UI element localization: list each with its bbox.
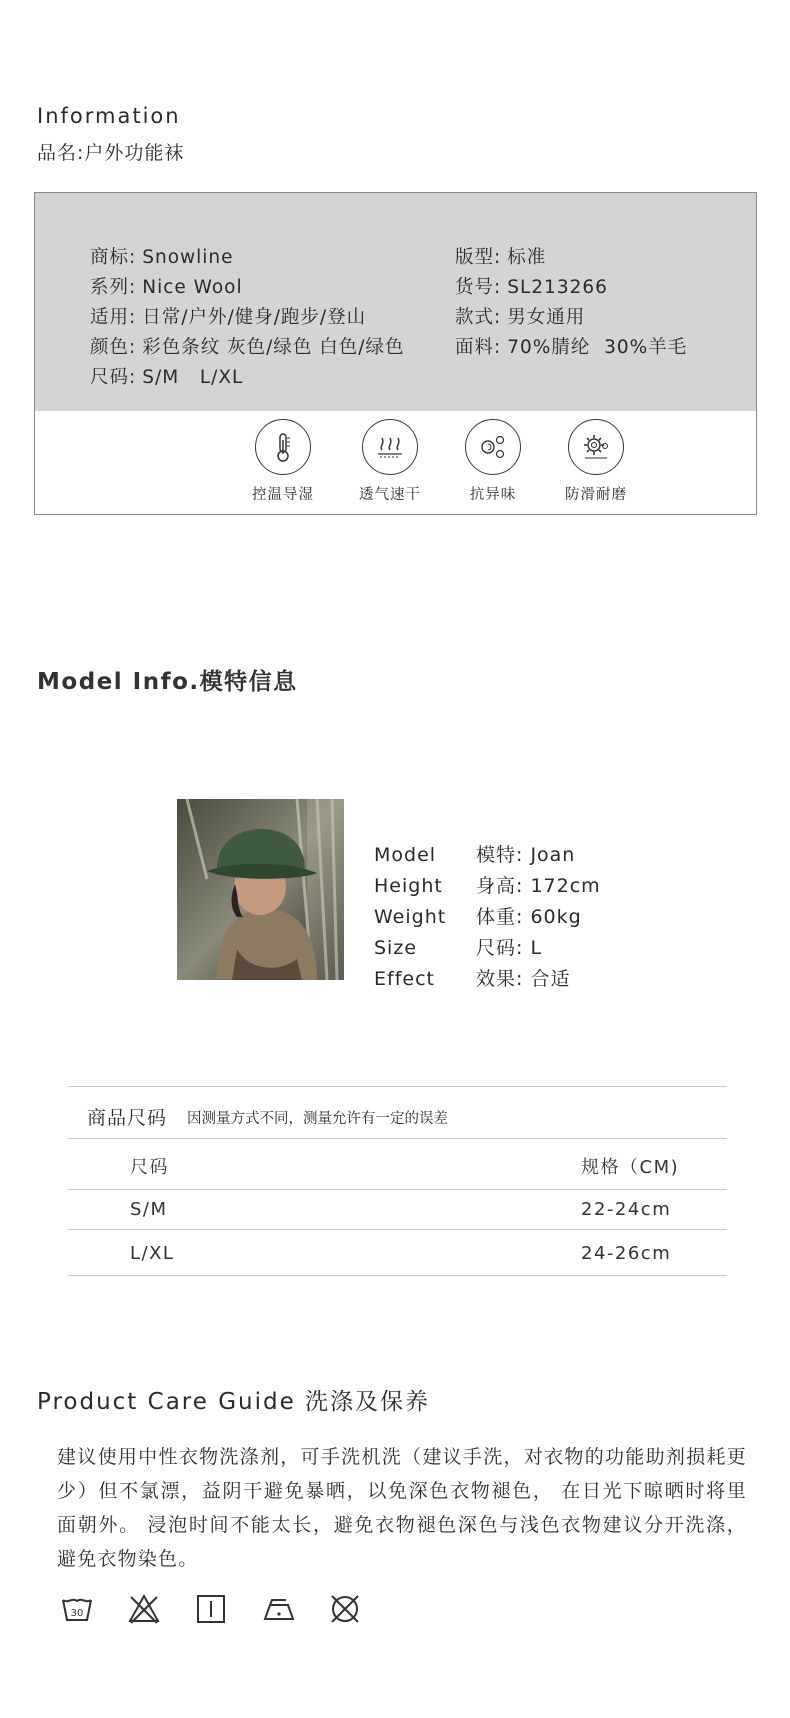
spec-grey-panel [35, 193, 756, 411]
spec-fabric: 面料: 70%腈纶 30%羊毛 [455, 337, 688, 358]
size-row-size: L/XL [130, 1243, 175, 1264]
model-row-effect: Effect 效果: 合适 [374, 968, 571, 990]
iron-low-icon [262, 1592, 296, 1626]
feature-anti-odor [438, 419, 548, 504]
info-title: Information [37, 104, 181, 128]
thermometer-icon [255, 419, 311, 475]
spec-color: 颜色: 彩色条纹 灰色/绿色 白色/绿色 [90, 337, 405, 358]
size-row-size: S/M [130, 1199, 168, 1220]
feature-temperature [228, 419, 338, 504]
spec-size: 尺码: S/M L/XL [90, 367, 244, 388]
feature-label: 防滑耐磨 [565, 487, 627, 503]
product-name: 品名:户外功能袜 [37, 142, 185, 164]
no-tumble-dry-icon [328, 1592, 362, 1626]
model-photo [177, 799, 344, 980]
size-row-spec: 22-24cm [581, 1199, 672, 1220]
feature-anti-slip [541, 419, 651, 504]
feature-label: 抗异味 [469, 487, 517, 503]
size-table-note: 因测量方式不同，测量允许有一定的误差 [187, 1111, 448, 1127]
wash-30-icon [60, 1592, 94, 1626]
table-divider [68, 1189, 727, 1190]
size-header-size: 尺码 [130, 1157, 169, 1178]
feature-breathable [335, 419, 445, 504]
spec-series: 系列: Nice Wool [90, 277, 243, 298]
anti-odor-icon [465, 419, 521, 475]
care-guide-text: 建议使用中性衣物洗涤剂，可手洗机洗（建议手洗，对衣物的功能助剂损耗更少）但不氯漂，益阴干避免暴晒，以免深色衣物褪色， 在日光下晾晒时将里面朝外。 浸泡时间不能太长，避免衣物褪色深色与浅色衣物建议分开洗涤，避免衣物染色。 [57, 1446, 747, 1570]
feature-label: 控温导湿 [252, 487, 314, 503]
spec-brand: 商标: Snowline [90, 247, 234, 268]
size-header-spec: 规格（CM) [581, 1157, 680, 1178]
spec-usage: 适用: 日常/户外/健身/跑步/登山 [90, 307, 367, 328]
size-row-spec: 24-26cm [581, 1243, 672, 1264]
wash-temp-label: 30 [70, 1608, 84, 1619]
table-divider [68, 1086, 727, 1087]
spec-fit: 版型: 标准 [455, 247, 547, 268]
no-bleach-icon [127, 1592, 161, 1626]
table-divider [68, 1229, 727, 1230]
breathable-icon [362, 419, 418, 475]
spec-box [34, 192, 757, 515]
model-row-name: Model 模特: Joan [374, 844, 576, 866]
table-divider [68, 1275, 727, 1276]
line-dry-icon [194, 1592, 228, 1626]
spec-item-no: 货号: SL213266 [455, 277, 608, 298]
size-table-title: 商品尺码 [87, 1107, 168, 1129]
model-row-height: Height 身高: 172cm [374, 875, 601, 897]
spec-style: 款式: 男女通用 [455, 307, 586, 328]
model-info-title: Model Info.模特信息 [37, 669, 298, 695]
model-row-weight: Weight 体重: 60kg [374, 906, 582, 928]
care-guide-title: Product Care Guide 洗涤及保养 [37, 1389, 431, 1415]
model-row-size: Size 尺码: L [374, 937, 543, 959]
feature-label: 透气速干 [359, 487, 421, 503]
table-divider [68, 1138, 727, 1139]
gear-wear-icon [568, 419, 624, 475]
